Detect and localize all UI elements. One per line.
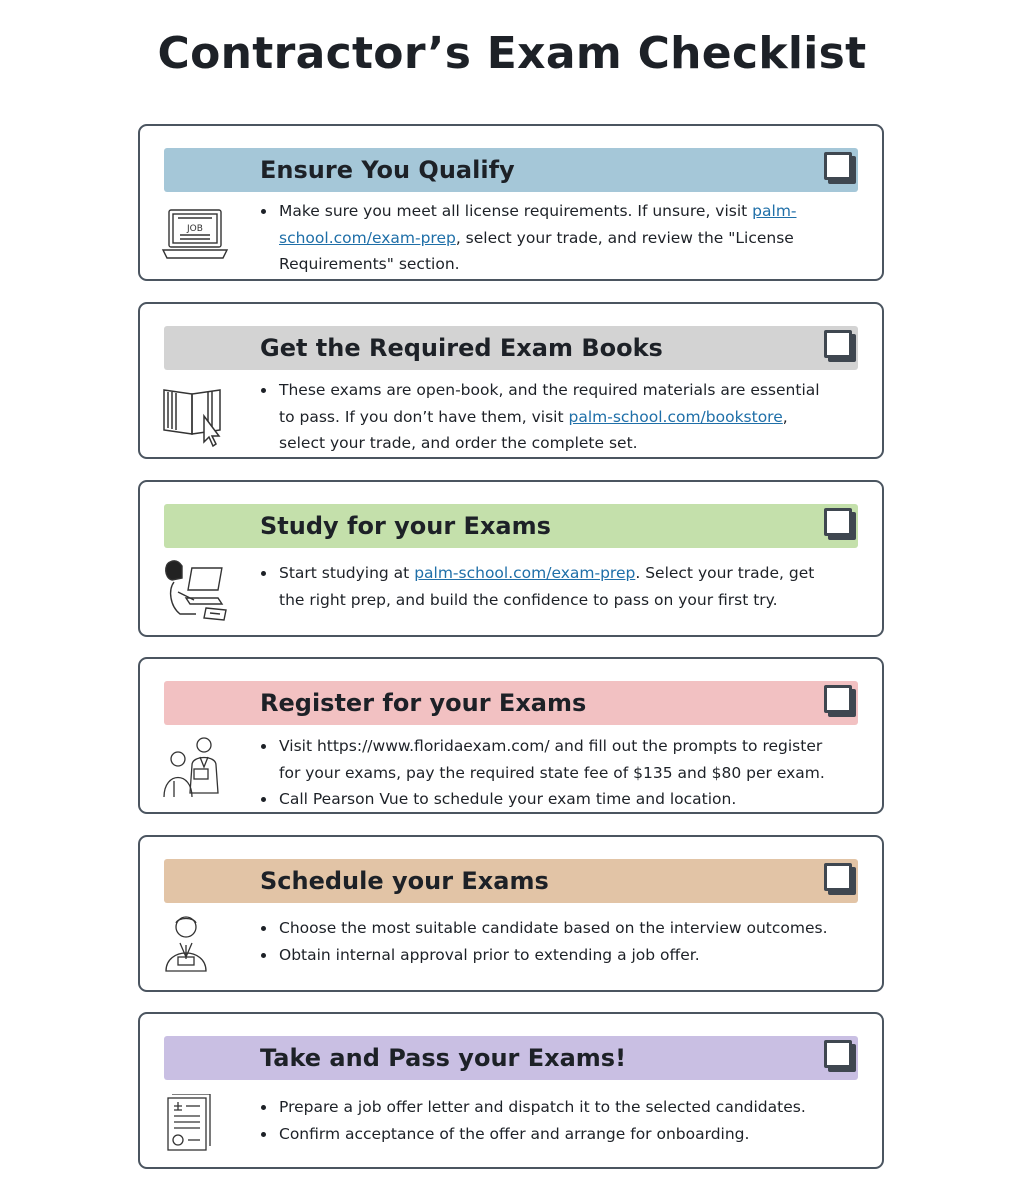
checkbox[interactable]	[824, 330, 852, 358]
person-studying-icon	[160, 556, 230, 626]
section-title: Get the Required Exam Books	[260, 334, 663, 362]
section-title: Study for your Exams	[260, 512, 551, 540]
checkbox[interactable]	[824, 508, 852, 536]
section-title: Register for your Exams	[260, 689, 587, 717]
checklist-card-books	[138, 302, 884, 459]
section-header	[164, 681, 858, 725]
checklist-card-take	[138, 1012, 884, 1169]
laptop-job-icon	[160, 204, 230, 274]
page-title: Contractor’s Exam Checklist	[157, 28, 867, 79]
list-item: • Prepare a job offer letter and dispatch it to the selected candidates.	[277, 1094, 837, 1121]
checkbox[interactable]	[824, 685, 852, 713]
section-title: Ensure You Qualify	[260, 156, 515, 184]
checklist-card-schedule	[138, 835, 884, 992]
list-item: • Confirm acceptance of the offer and arrange for onboarding.	[277, 1121, 837, 1148]
list-item: • Choose the most suitable candidate based on the interview outcomes.	[277, 915, 837, 942]
checklist-card-study	[138, 480, 884, 637]
list-item: • Visit https://www.floridaexam.com/ and fill out the prompts to register for your exams, pay the required state fee of $135 and $80 per exam.	[277, 733, 837, 786]
list-item: • These exams are open-book, and the required materials are essential to pass. If you don’t have them, visit palm-school.com/bookstore, select your trade, and order the complete set.	[277, 377, 837, 457]
section-header	[164, 326, 858, 370]
checklist-card-register	[138, 657, 884, 814]
list-item: • Obtain internal approval prior to extending a job offer.	[277, 942, 837, 969]
section-header	[164, 859, 858, 903]
section-header	[164, 504, 858, 548]
section-header	[164, 148, 858, 192]
bookstore-link[interactable]: palm-school.com/bookstore	[568, 407, 783, 426]
checkbox[interactable]	[824, 1040, 852, 1068]
svg-text:JOB: JOB	[187, 224, 203, 234]
businessman-icon	[160, 913, 230, 983]
exam-prep-link[interactable]: palm-school.com/exam-prep	[414, 564, 636, 582]
list-item: • Call Pearson Vue to schedule your exam time and location.	[277, 786, 837, 813]
open-book-icon	[160, 382, 230, 452]
section-title: Schedule your Exams	[260, 867, 549, 895]
list-item: • Start studying at palm-school.com/exam-prep. Select your trade, get the right prep, and build the confidence to pass on your first try.	[277, 560, 837, 613]
list-item: • Make sure you meet all license requirements. If unsure, visit palm-school.com/exam-prep, select your trade, and review the "License Requirements" section.	[277, 198, 837, 278]
exam-prep-link[interactable]: palm-school.com/exam-prep	[279, 202, 797, 247]
document-seal-icon	[160, 1094, 230, 1164]
section-header	[164, 1036, 858, 1080]
checkbox[interactable]	[824, 863, 852, 891]
section-title: Take and Pass your Exams!	[260, 1044, 627, 1072]
checkbox[interactable]	[824, 152, 852, 180]
interview-icon	[160, 735, 230, 805]
checklist-card-qualify	[138, 124, 884, 281]
